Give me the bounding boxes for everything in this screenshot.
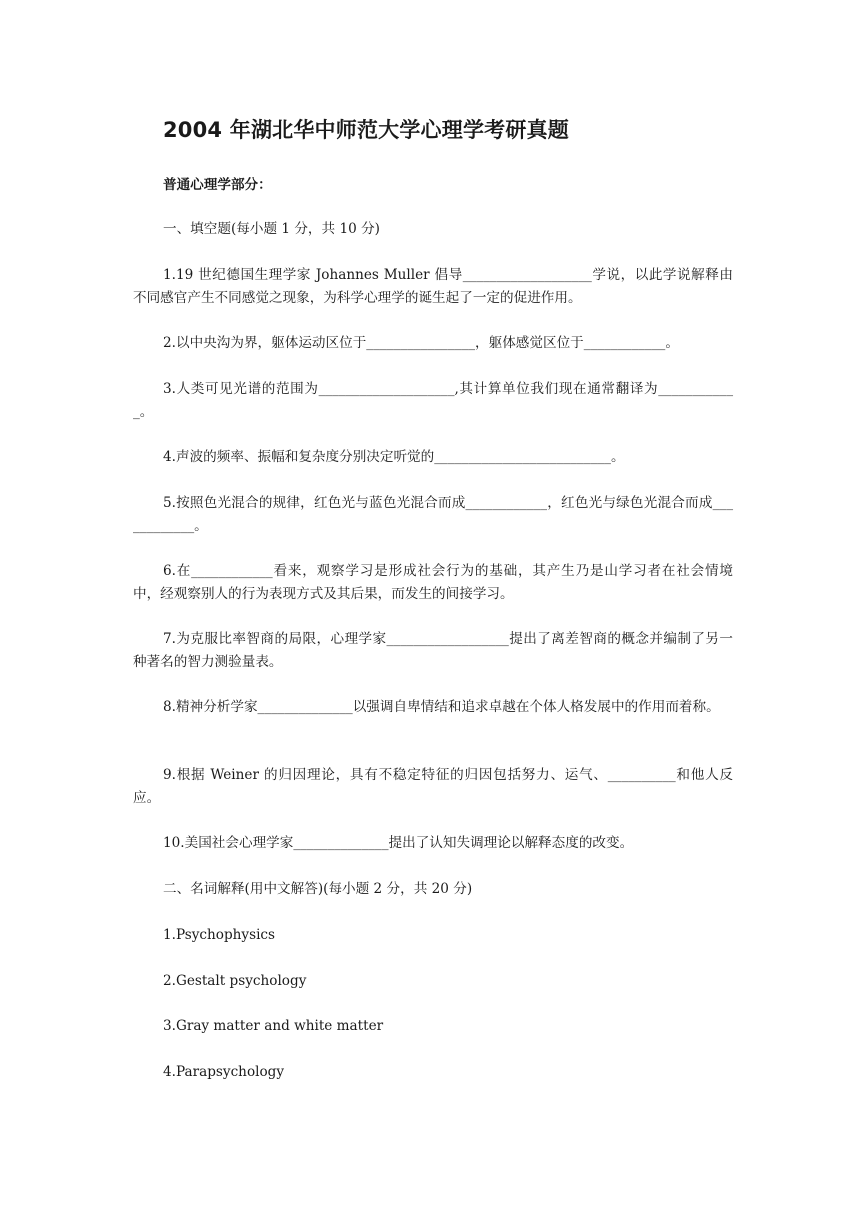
term-2: 2.Gestalt psychology (163, 973, 307, 989)
part1-heading: 一、填空题(每小题 1 分，共 10 分) (163, 221, 380, 237)
question-10: 10.美国社会心理学家______________提出了认知失调理论以解释态度的改变。 (163, 835, 634, 851)
question-6: 6.在____________看来，观察学习是形成社会行为的基础，其产生乃是山学习者在社会情境中，经观察别人的行为表现方式及其后果，而发生的间接学习。 (133, 563, 733, 602)
question-3: 3.人类可见光谱的范围为____________________,其计算单位我们现在通常翻译为____________。 (133, 381, 733, 420)
question-5: 5.按照色光混合的规律，红色光与蓝色光混合而成____________，红色光与绿色光混合而成____________。 (133, 495, 733, 534)
question-1: 1.19 世纪德国生理学家 Johannes Muller 倡导___________________学说，以此学说解释由不同感官产生不同感觉之现象，为科学心理学的诞生起了一定的促进作用。 (133, 267, 733, 306)
section-heading: 普通心理学部分： (163, 177, 272, 193)
question-2: 2.以中央沟为界，躯体运动区位于________________，躯体感觉区位于____________。 (163, 335, 679, 351)
part2-heading: 二、名词解释(用中文解答)(每小题 2 分，共 20 分) (163, 881, 473, 897)
term-1: 1.Psychophysics (163, 927, 276, 943)
page-title: 2004 年湖北华中师范大学心理学考研真题 (163, 118, 569, 142)
term-3: 3.Gray matter and white matter (163, 1018, 384, 1034)
question-8: 8.精神分析学家______________以强调自卑情结和追求卓越在个体人格发展中的作用而着称。 (163, 699, 720, 715)
question-4: 4.声波的频率、振幅和复杂度分别决定听觉的__________________________。 (163, 449, 625, 465)
question-7: 7.为克服比率智商的局限，心理学家__________________提出了离差智商的概念并编制了另一种著名的智力测验量表。 (133, 631, 733, 670)
term-4: 4.Parapsychology (163, 1064, 285, 1080)
question-9: 9.根据 Weiner 的归因理论，具有不稳定特征的归因包括努力、运气、__________和他人反应。 (133, 767, 733, 806)
